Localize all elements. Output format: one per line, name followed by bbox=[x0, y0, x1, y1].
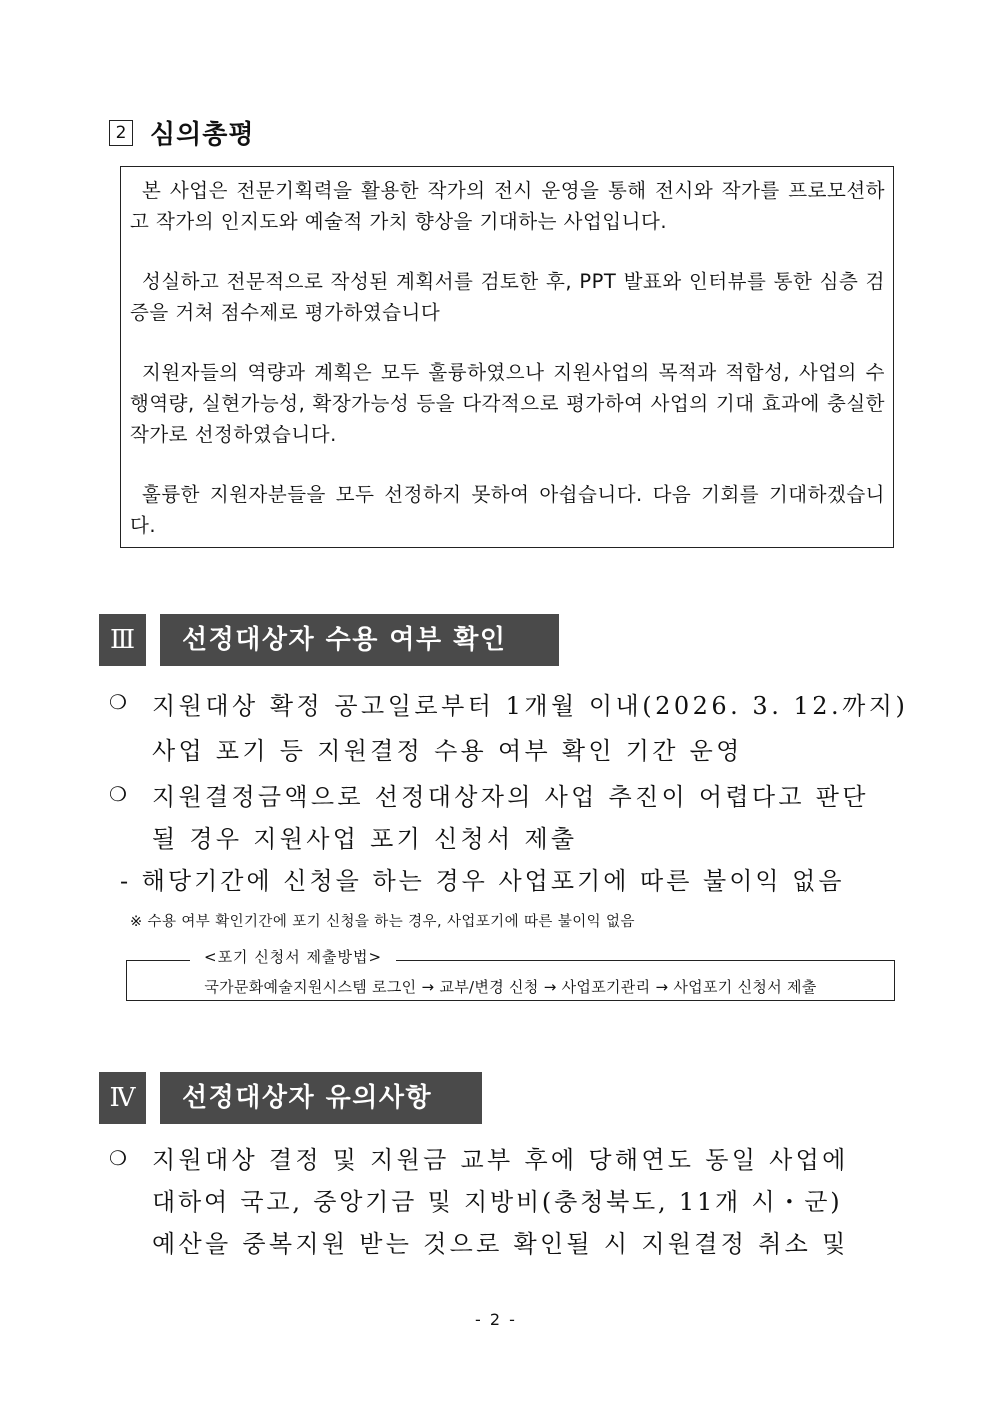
submission-method-label: <포기 신청서 제출방법> bbox=[190, 946, 396, 967]
body-line: 지원대상 확정 공고일로부터 1개월 이내(2026. 3. 12.까지) bbox=[152, 692, 909, 720]
submission-method-text: 국가문화예술지원시스템 로그인 → 교부/변경 신청 → 사업포기관리 → 사업포기 신청서 제출 bbox=[204, 978, 817, 996]
bullet-icon: ❍ bbox=[109, 782, 127, 806]
section-numeral-4: Ⅳ bbox=[99, 1072, 146, 1124]
section-title-3: 선정대상자 수용 여부 확인 bbox=[160, 614, 559, 666]
bullet-icon: ❍ bbox=[109, 690, 127, 714]
note-text: ※ 수용 여부 확인기간에 포기 신청을 하는 경우, 사업포기에 따른 불이익 없음 bbox=[130, 914, 635, 930]
body-line: 지원대상 결정 및 지원금 교부 후에 당해연도 동일 사업에 bbox=[152, 1146, 849, 1174]
dash-line: - 해당기간에 신청을 하는 경우 사업포기에 따른 불이익 없음 bbox=[120, 867, 845, 895]
section-title: 심의총평 bbox=[150, 120, 255, 150]
review-paragraph: 훌륭한 지원자분들을 모두 선정하지 못하여 아쉽습니다. 다음 기회를 기대하겠습니다. bbox=[130, 483, 885, 537]
body-line: 대하여 국고, 중앙기금 및 지방비(충청북도, 11개 시・군) bbox=[152, 1188, 843, 1216]
page-number: - 2 - bbox=[475, 1310, 517, 1329]
review-paragraph: 본 사업은 전문기획력을 활용한 작가의 전시 운영을 통해 전시와 작가를 프로모션하고 작가의 인지도와 예술적 가치 향상을 기대하는 사업입니다. bbox=[130, 179, 885, 233]
body-line: 예산을 중복지원 받는 것으로 확인될 시 지원결정 취소 및 bbox=[152, 1230, 849, 1258]
body-line: 될 경우 지원사업 포기 신청서 제출 bbox=[152, 825, 578, 853]
section-number-box: 2 bbox=[109, 120, 133, 146]
bullet-icon: ❍ bbox=[109, 1146, 127, 1170]
review-paragraph: 성실하고 전문적으로 작성된 계획서를 검토한 후, PPT 발표와 인터뷰를 통한 심층 검증을 거쳐 점수제로 평가하였습니다 bbox=[130, 270, 885, 324]
section-numeral-3: Ⅲ bbox=[99, 614, 146, 666]
body-line: 사업 포기 등 지원결정 수용 여부 확인 기간 운영 bbox=[152, 737, 743, 765]
review-paragraph: 지원자들의 역량과 계획은 모두 훌륭하였으나 지원사업의 목적과 적합성, 사업의 수행역량, 실현가능성, 확장가능성 등을 다각적으로 평가하여 사업의 기대 효과에 충실한 작가로 선정하였습니다. bbox=[130, 361, 885, 446]
review-summary-box bbox=[120, 166, 894, 548]
body-line: 지원결정금액으로 선정대상자의 사업 추진이 어렵다고 판단 bbox=[152, 783, 869, 811]
section-title-4: 선정대상자 유의사항 bbox=[160, 1072, 482, 1124]
